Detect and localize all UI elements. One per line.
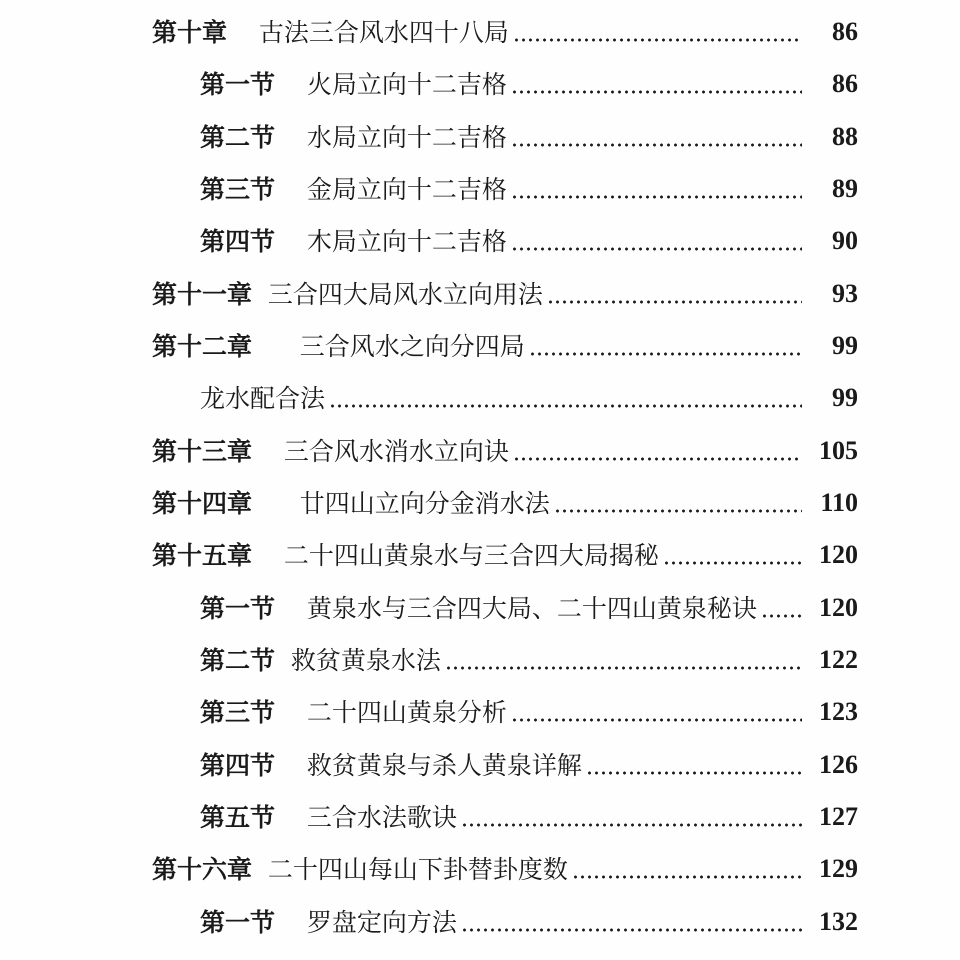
section-number: 第三节 xyxy=(200,697,276,727)
dot-leader xyxy=(511,143,802,147)
label-title-gap xyxy=(275,229,307,254)
page-number: 127 xyxy=(819,802,858,831)
page-number: 86 xyxy=(832,69,858,98)
toc-chapter-entry xyxy=(0,483,960,523)
page-number: 90 xyxy=(832,226,858,255)
dot-leader xyxy=(511,195,802,199)
page-number: 99 xyxy=(832,383,858,412)
page-number: 120 xyxy=(819,540,858,569)
chapter-number: 第十六章 xyxy=(152,854,253,884)
chapter-number: 第十四章 xyxy=(152,488,253,518)
label-title-gap xyxy=(275,805,307,830)
entry-title: 水局立向十二吉格 xyxy=(306,122,507,152)
toc-section-entry xyxy=(0,169,960,209)
entry-title: 古法三合风水四十八局 xyxy=(258,17,509,47)
toc-section-entry xyxy=(0,378,960,418)
label-title-gap xyxy=(252,334,300,359)
label-title-gap xyxy=(275,72,307,97)
page-number: 132 xyxy=(819,907,858,936)
page-number: 126 xyxy=(819,750,858,779)
page-number: 120 xyxy=(819,593,858,622)
label-title-gap xyxy=(275,700,307,725)
entry-title: 廿四山立向分金消水法 xyxy=(299,488,550,518)
section-number: 第二节 xyxy=(200,645,276,675)
chapter-number: 第十一章 xyxy=(152,279,253,309)
toc-section-entry xyxy=(0,797,960,837)
label-title-gap xyxy=(275,596,307,621)
entry-title: 三合风水之向分四局 xyxy=(299,331,525,361)
label-title-gap xyxy=(275,125,307,150)
entry-title: 救贫黄泉与杀人黄泉详解 xyxy=(306,750,582,780)
page-number: 99 xyxy=(832,331,858,360)
page-number: 123 xyxy=(819,697,858,726)
toc-chapter-entry xyxy=(0,326,960,366)
entry-title: 罗盘定向方法 xyxy=(306,907,457,937)
dot-leader xyxy=(761,614,802,618)
entry-title: 黄泉水与三合四大局、二十四山黄泉秘诀 xyxy=(306,593,757,623)
label-title-gap xyxy=(252,439,284,464)
toc-chapter-entry xyxy=(0,12,960,52)
entry-title: 龙水配合法 xyxy=(200,383,326,413)
section-number: 第三节 xyxy=(200,174,276,204)
page-number: 122 xyxy=(819,645,858,674)
dot-leader xyxy=(547,300,802,304)
toc-chapter-entry xyxy=(0,849,960,889)
toc-section-entry xyxy=(0,692,960,732)
dot-leader xyxy=(663,561,802,565)
label-title-gap xyxy=(252,491,300,516)
page-number: 129 xyxy=(819,854,858,883)
toc-section-entry xyxy=(0,902,960,942)
entry-title: 二十四山黄泉水与三合四大局揭秘 xyxy=(283,540,659,570)
entry-title: 三合风水消水立向诀 xyxy=(283,436,509,466)
section-number: 第一节 xyxy=(200,69,276,99)
label-title-gap xyxy=(275,753,307,778)
entry-title: 木局立向十二吉格 xyxy=(306,226,507,256)
toc-section-entry xyxy=(0,64,960,104)
chapter-number: 第十二章 xyxy=(152,331,253,361)
page-number: 86 xyxy=(832,17,858,46)
chapter-number: 第十五章 xyxy=(152,540,253,570)
toc-chapter-entry xyxy=(0,535,960,575)
section-number: 第一节 xyxy=(200,907,276,937)
section-number: 第四节 xyxy=(200,750,276,780)
dot-leader xyxy=(529,352,802,356)
label-title-gap xyxy=(227,20,259,45)
page-number: 89 xyxy=(832,174,858,203)
toc-chapter-entry xyxy=(0,274,960,314)
label-title-gap xyxy=(275,177,307,202)
dot-leader xyxy=(461,823,802,827)
entry-title: 二十四山每山下卦替卦度数 xyxy=(267,854,568,884)
section-number: 第四节 xyxy=(200,226,276,256)
toc-section-entry xyxy=(0,640,960,680)
dot-leader xyxy=(572,875,802,879)
dot-leader xyxy=(586,771,802,775)
chapter-number: 第十章 xyxy=(152,17,228,47)
chapter-number: 第十三章 xyxy=(152,436,253,466)
section-number: 第二节 xyxy=(200,122,276,152)
dot-leader xyxy=(513,457,802,461)
entry-title: 救贫黄泉水法 xyxy=(290,645,441,675)
toc-section-entry xyxy=(0,117,960,157)
entry-title: 二十四山黄泉分析 xyxy=(306,697,507,727)
label-title-gap xyxy=(252,857,268,882)
dot-leader xyxy=(445,666,802,670)
page-number: 105 xyxy=(819,436,858,465)
dot-leader xyxy=(513,38,802,42)
dot-leader xyxy=(461,928,802,932)
section-number: 第一节 xyxy=(200,593,276,623)
toc-section-entry xyxy=(0,221,960,261)
toc-section-entry xyxy=(0,745,960,785)
section-number: 第五节 xyxy=(200,802,276,832)
page-number: 88 xyxy=(832,122,858,151)
entry-title: 三合四大局风水立向用法 xyxy=(267,279,543,309)
dot-leader xyxy=(554,509,802,513)
dot-leader xyxy=(511,90,802,94)
dot-leader xyxy=(329,404,802,408)
page-number: 93 xyxy=(832,279,858,308)
toc-chapter-entry xyxy=(0,431,960,471)
entry-title: 火局立向十二吉格 xyxy=(306,69,507,99)
toc-section-entry xyxy=(0,588,960,628)
label-title-gap xyxy=(252,282,268,307)
label-title-gap xyxy=(252,543,284,568)
dot-leader xyxy=(511,718,802,722)
dot-leader xyxy=(511,247,802,251)
page-number: 110 xyxy=(820,488,858,517)
label-title-gap xyxy=(275,648,291,673)
entry-title: 三合水法歌诀 xyxy=(306,802,457,832)
label-title-gap xyxy=(275,910,307,935)
entry-title: 金局立向十二吉格 xyxy=(306,174,507,204)
